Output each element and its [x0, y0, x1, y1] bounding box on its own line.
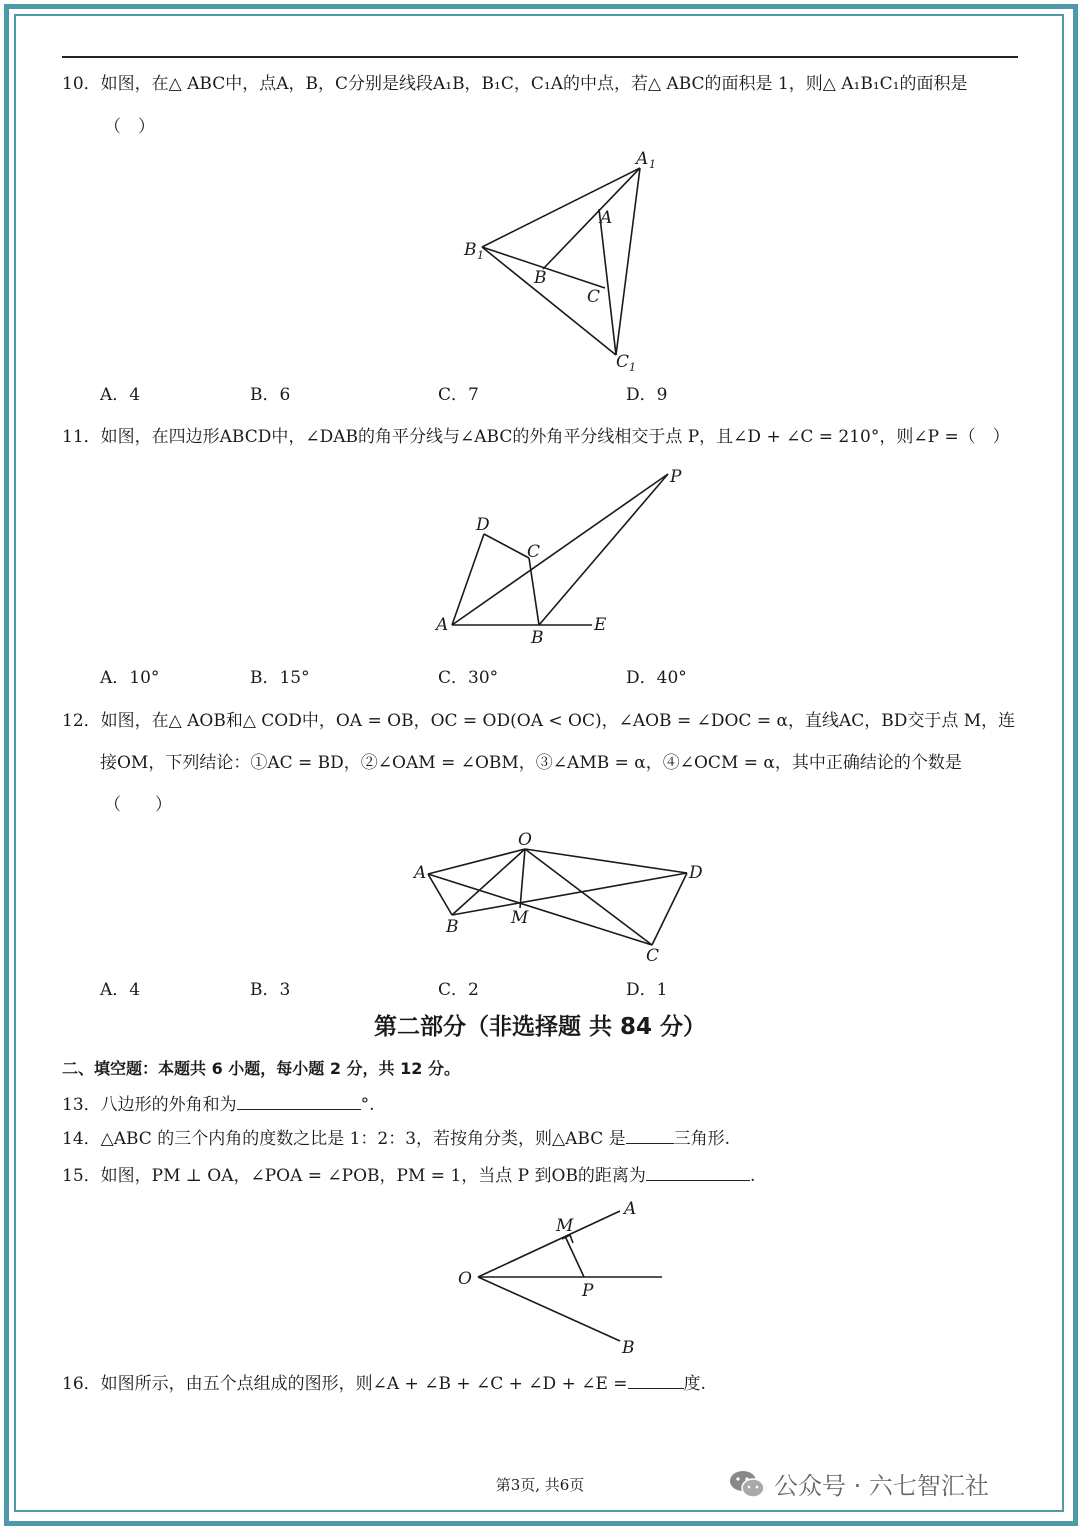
q11-text: 11．如图，在四边形ABCD中，∠DAB的角平分线与∠ABC的外角平分线相交于点 P，且∠D + ∠C = 210°，则∠P =（ ） [62, 427, 1010, 447]
q12-text-line2: 接OM，下列结论：①AC = BD，②∠OAM = ∠OBM，③∠AMB = α，④∠OCM = α，其中正确结论的个数是 [100, 753, 962, 773]
watermark-text: 公众号 · 六七智汇社 [774, 1472, 989, 1500]
q11-option-c[interactable]: C．30° [438, 668, 499, 688]
q16-line [62, 1372, 706, 1395]
watermark [728, 1466, 989, 1501]
q12-option-a[interactable]: A．4 [100, 980, 141, 1000]
q10-figure [440, 145, 680, 380]
label-P: P [670, 467, 682, 487]
label-B: B [534, 268, 547, 288]
q10-text: 10．如图，在△ ABC中，点A，B，C分别是线段A₁B，B₁C，C₁A的中点，若△ ABC的面积是 1，则△ A₁B₁C₁的面积是 [62, 74, 968, 94]
q15-answer-blank[interactable] [646, 1164, 750, 1181]
q15-figure [450, 1195, 680, 1358]
q15-line [62, 1164, 755, 1187]
label-B: B [622, 1338, 635, 1358]
q11-option-b[interactable]: B．15° [250, 668, 310, 688]
q15-text: 15．如图，PM ⊥ OA，∠POA = ∠POB，PM = 1，当点 P 到OB的距离为 [62, 1166, 646, 1186]
header-rule [62, 56, 1018, 58]
q13-text: 13．八边形的外角和为 [62, 1095, 237, 1115]
label-C1-sub: 1 [629, 361, 636, 374]
q14-suffix: 三角形. [673, 1129, 731, 1149]
q13-answer-blank[interactable] [237, 1093, 361, 1110]
label-P: P [582, 1281, 594, 1301]
q15-suffix: . [749, 1166, 756, 1186]
q12-option-b[interactable]: B．3 [250, 980, 291, 1000]
q14-answer-blank[interactable] [626, 1127, 674, 1144]
q12-text-line1: 12．如图，在△ AOB和△ COD中，OA = OB，OC = OD(OA < OC)，∠AOB = ∠DOC = α，直线AC，BD交于点 M，连 [62, 711, 1016, 731]
label-B: B [446, 917, 459, 937]
label-C1: C [616, 352, 630, 372]
q16-answer-blank[interactable] [628, 1372, 684, 1389]
q12-figure [410, 825, 710, 970]
q10-option-d[interactable]: D．9 [626, 385, 668, 405]
q10-option-a[interactable]: A．4 [100, 385, 141, 405]
label-A: A [414, 863, 427, 883]
q12-answer-paren: （ ） [104, 795, 172, 815]
q11-option-a[interactable]: A．10° [100, 668, 160, 688]
label-D: D [476, 515, 490, 535]
page-footer: 第3页, 共6页 [495, 1476, 585, 1494]
label-O: O [518, 830, 532, 850]
wechat-icon [728, 1469, 766, 1499]
q11-option-d[interactable]: D．40° [626, 668, 687, 688]
label-M: M [511, 908, 529, 928]
label-B: B [531, 628, 544, 648]
label-M: M [556, 1216, 574, 1236]
label-O: O [458, 1269, 472, 1289]
q10-option-c[interactable]: C．7 [438, 385, 479, 405]
label-C: C [527, 542, 541, 562]
q16-suffix: 度. [683, 1374, 706, 1394]
q10-option-b[interactable]: B．6 [250, 385, 291, 405]
label-A: A [624, 1199, 637, 1219]
q13-suffix: °. [360, 1095, 375, 1115]
q12-option-c[interactable]: C．2 [438, 980, 479, 1000]
q14-text: 14．△ABC 的三个内角的度数之比是 1：2：3，若按角分类，则△ABC 是 [62, 1129, 626, 1149]
label-E: E [594, 615, 607, 635]
q10-answer-paren: （ ） [104, 117, 155, 137]
q13-line [62, 1093, 375, 1116]
label-A1: A [636, 149, 649, 169]
label-D: D [689, 863, 703, 883]
label-C: C [587, 287, 601, 307]
q16-text: 16．如图所示，由五个点组成的图形，则∠A + ∠B + ∠C + ∠D + ∠E = [62, 1374, 628, 1394]
label-B1-sub: 1 [477, 249, 484, 262]
label-B1: B [464, 240, 477, 260]
section-title: 第二部分（非选择题 共 84 分） [373, 1014, 707, 1040]
q11-figure [430, 460, 690, 650]
label-A: A [600, 208, 613, 228]
label-C: C [646, 946, 660, 966]
label-A1-sub: 1 [649, 158, 656, 171]
label-A: A [436, 615, 449, 635]
section-subtitle: 二、填空题：本题共 6 小题，每小题 2 分，共 12 分。 [62, 1059, 460, 1078]
q12-option-d[interactable]: D．1 [626, 980, 668, 1000]
q14-line [62, 1127, 730, 1150]
